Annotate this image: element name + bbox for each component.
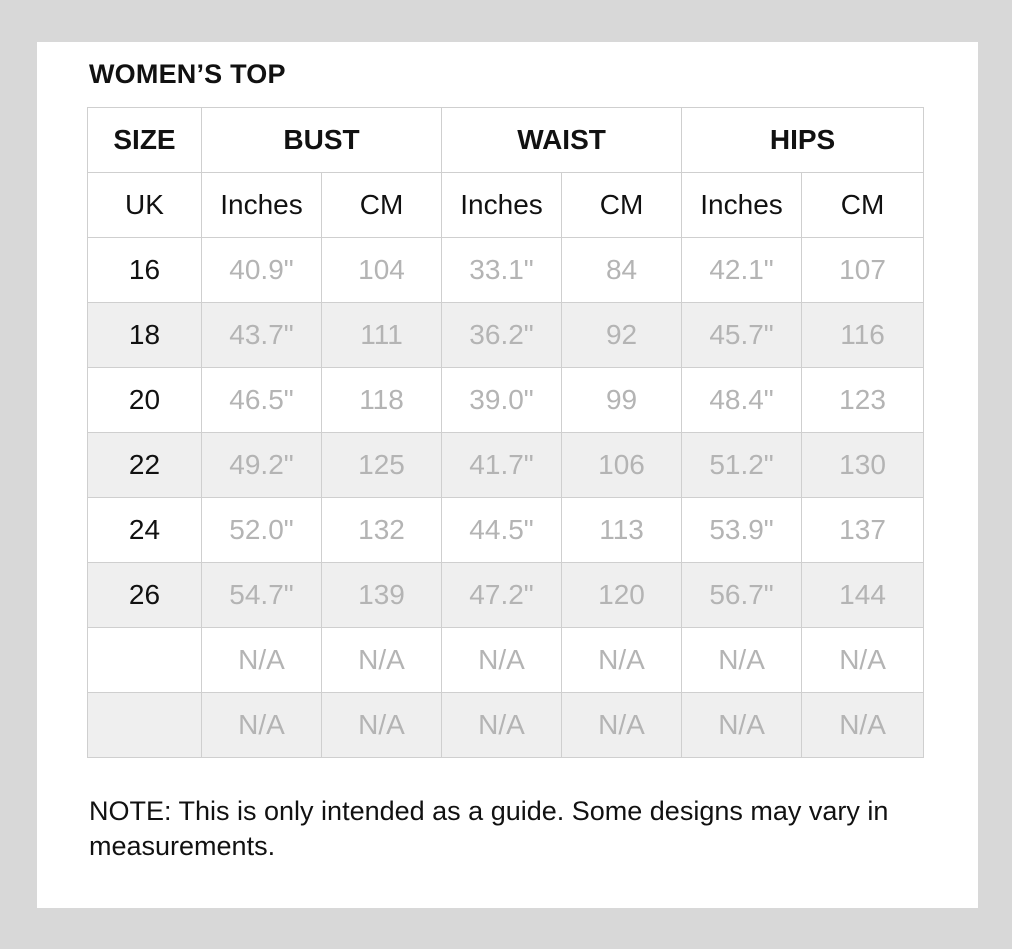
waist-header: WAIST xyxy=(442,108,682,173)
bust-inches-cell: 52.0" xyxy=(202,498,322,563)
waist-cm-cell: 120 xyxy=(562,563,682,628)
chart-title: WOMEN’S TOP xyxy=(89,59,286,89)
size-cell: 24 xyxy=(88,498,202,563)
uk-subheader: UK xyxy=(88,173,202,238)
hips-cm-cell: 137 xyxy=(802,498,924,563)
bust-cm-cell: 132 xyxy=(322,498,442,563)
bust-cm-cell: 104 xyxy=(322,238,442,303)
subheader-row xyxy=(88,173,924,238)
hips-cm-cell: 123 xyxy=(802,368,924,433)
waist-cm-subheader: CM xyxy=(562,173,682,238)
size-table xyxy=(87,107,924,758)
bust-cm-subheader: CM xyxy=(322,173,442,238)
waist-inches-cell: 47.2" xyxy=(442,563,562,628)
hips-cm-subheader: CM xyxy=(802,173,924,238)
hips-inches-cell: 56.7" xyxy=(682,563,802,628)
waist-inches-cell: 39.0" xyxy=(442,368,562,433)
waist-cm-cell: 92 xyxy=(562,303,682,368)
bust-inches-cell: N/A xyxy=(202,628,322,693)
bust-cm-cell: N/A xyxy=(322,693,442,758)
waist-inches-cell: 36.2" xyxy=(442,303,562,368)
hips-inches-cell: 42.1" xyxy=(682,238,802,303)
size-chart-card xyxy=(37,42,978,908)
waist-inches-subheader: Inches xyxy=(442,173,562,238)
hips-inches-cell: 48.4" xyxy=(682,368,802,433)
bust-inches-cell: 43.7" xyxy=(202,303,322,368)
bust-inches-cell: 49.2" xyxy=(202,433,322,498)
hips-inches-subheader: Inches xyxy=(682,173,802,238)
waist-cm-cell: N/A xyxy=(562,628,682,693)
table-row xyxy=(88,433,924,498)
waist-cm-cell: 84 xyxy=(562,238,682,303)
hips-inches-cell: 45.7" xyxy=(682,303,802,368)
waist-cm-cell: 113 xyxy=(562,498,682,563)
table-row xyxy=(88,563,924,628)
guide-note: NOTE: This is only intended as a guide. Some designs may vary in measurements. xyxy=(89,796,889,861)
bust-inches-cell: 46.5" xyxy=(202,368,322,433)
hips-cm-cell: 116 xyxy=(802,303,924,368)
table-row xyxy=(88,368,924,433)
bust-inches-cell: 54.7" xyxy=(202,563,322,628)
waist-inches-cell: N/A xyxy=(442,693,562,758)
bust-cm-cell: 111 xyxy=(322,303,442,368)
size-cell xyxy=(88,628,202,693)
hips-cm-cell: 130 xyxy=(802,433,924,498)
size-cell xyxy=(88,693,202,758)
bust-cm-cell: 139 xyxy=(322,563,442,628)
bust-cm-cell: 125 xyxy=(322,433,442,498)
hips-inches-cell: 53.9" xyxy=(682,498,802,563)
size-cell: 22 xyxy=(88,433,202,498)
hips-cm-cell: 107 xyxy=(802,238,924,303)
bust-inches-subheader: Inches xyxy=(202,173,322,238)
waist-cm-cell: 106 xyxy=(562,433,682,498)
waist-cm-cell: N/A xyxy=(562,693,682,758)
bust-header: BUST xyxy=(202,108,442,173)
hips-cm-cell: N/A xyxy=(802,628,924,693)
size-cell: 16 xyxy=(88,238,202,303)
table-row xyxy=(88,628,924,693)
hips-inches-cell: N/A xyxy=(682,693,802,758)
waist-inches-cell: 41.7" xyxy=(442,433,562,498)
table-row xyxy=(88,498,924,563)
hips-cm-cell: 144 xyxy=(802,563,924,628)
hips-cm-cell: N/A xyxy=(802,693,924,758)
bust-cm-cell: N/A xyxy=(322,628,442,693)
waist-inches-cell: N/A xyxy=(442,628,562,693)
waist-inches-cell: 44.5" xyxy=(442,498,562,563)
size-cell: 18 xyxy=(88,303,202,368)
bust-inches-cell: 40.9" xyxy=(202,238,322,303)
table-row xyxy=(88,238,924,303)
waist-inches-cell: 33.1" xyxy=(442,238,562,303)
size-cell: 26 xyxy=(88,563,202,628)
hips-inches-cell: 51.2" xyxy=(682,433,802,498)
table-row xyxy=(88,303,924,368)
waist-cm-cell: 99 xyxy=(562,368,682,433)
hips-header: HIPS xyxy=(682,108,924,173)
hips-inches-cell: N/A xyxy=(682,628,802,693)
header-row xyxy=(88,108,924,173)
size-cell: 20 xyxy=(88,368,202,433)
table-row xyxy=(88,693,924,758)
size-header: SIZE xyxy=(88,108,202,173)
bust-inches-cell: N/A xyxy=(202,693,322,758)
bust-cm-cell: 118 xyxy=(322,368,442,433)
